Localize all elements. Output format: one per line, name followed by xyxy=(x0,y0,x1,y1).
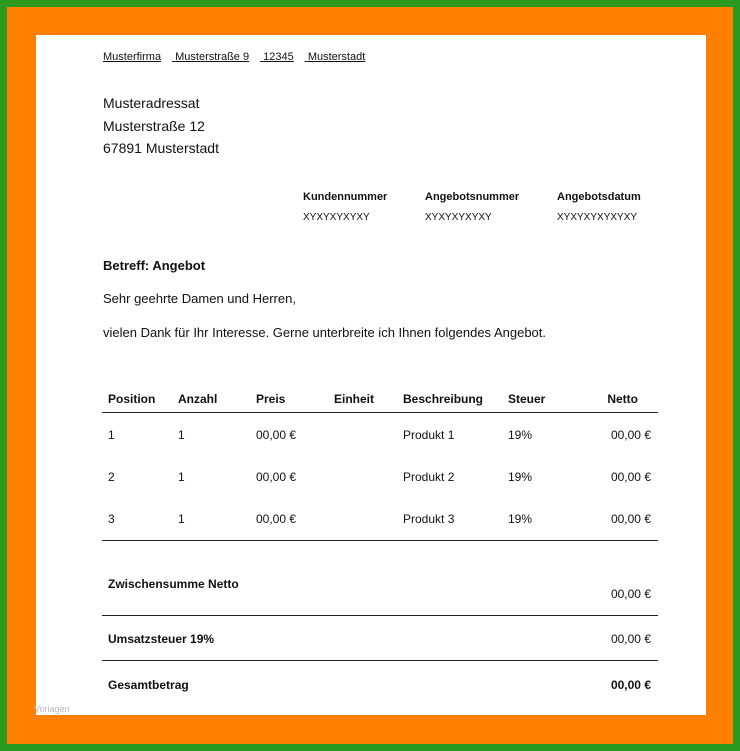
column-header-unit: Einheit xyxy=(334,392,375,406)
cell-description: Produkt 1 xyxy=(403,428,455,442)
recipient-city: 67891 Musterstadt xyxy=(103,140,219,156)
salutation: Sehr geehrte Damen und Herren, xyxy=(103,291,296,306)
cell-net: 00,00 € xyxy=(610,470,651,484)
table-header-rule xyxy=(102,412,658,413)
cell-net: 00,00 € xyxy=(610,512,651,526)
column-header-position: Position xyxy=(108,392,156,406)
cell-quantity: 1 xyxy=(178,512,185,526)
cell-net: 00,00 € xyxy=(610,428,651,442)
offer-number-label: Angebotsnummer xyxy=(425,191,520,203)
table-bottom-rule xyxy=(102,540,658,541)
column-header-tax: Steuer xyxy=(508,392,546,406)
customer-number-label: Kundennummer xyxy=(303,191,388,203)
watermark-text: Vorlagen xyxy=(34,704,70,714)
subtotal-label: Zwischensumme Netto xyxy=(108,577,239,591)
total-label: Gesamtbetrag xyxy=(108,678,189,692)
recipient-name: Musteradressat xyxy=(103,95,200,111)
sender-company: Musterfirma xyxy=(103,51,162,63)
sender-zip: 12345 xyxy=(263,51,294,63)
customer-number-value: XYXYXYXYXY xyxy=(303,212,370,223)
cell-position: 2 xyxy=(108,470,115,484)
tax-label: Umsatzsteuer 19% xyxy=(108,632,215,646)
recipient-street: Musterstraße 12 xyxy=(103,118,205,134)
cell-price: 00,00 € xyxy=(256,470,297,484)
cell-quantity: 1 xyxy=(178,428,185,442)
cell-description: Produkt 2 xyxy=(403,470,455,484)
cell-price: 00,00 € xyxy=(256,428,297,442)
column-header-quantity: Anzahl xyxy=(178,392,218,406)
sender-city: Musterstadt xyxy=(307,51,366,63)
cell-position: 3 xyxy=(108,512,115,526)
sender-line xyxy=(103,51,365,63)
offer-date-value: XYXYXYXYXYXY xyxy=(557,212,638,223)
column-header-net: Netto xyxy=(607,392,638,406)
cell-tax: 19% xyxy=(508,512,533,526)
sender-street: Musterstraße 9 xyxy=(175,51,250,63)
cell-tax: 19% xyxy=(508,470,533,484)
cell-position: 1 xyxy=(108,428,115,442)
offer-number-value: XYXYXYXYXY xyxy=(425,212,492,223)
intro-text: vielen Dank für Ihr Interesse. Gerne unterbreite ich Ihnen folgendes Angebot. xyxy=(103,325,546,340)
subtotal-value: 00,00 € xyxy=(610,587,651,601)
tax-value: 00,00 € xyxy=(610,632,651,646)
tax-rule xyxy=(102,660,658,661)
subject-line: Betreff: Angebot xyxy=(103,258,206,273)
column-header-price: Preis xyxy=(256,392,286,406)
cell-price: 00,00 € xyxy=(256,512,297,526)
cell-description: Produkt 3 xyxy=(403,512,455,526)
column-header-description: Beschreibung xyxy=(403,392,484,406)
cell-tax: 19% xyxy=(508,428,533,442)
offer-date-label: Angebotsdatum xyxy=(557,191,641,203)
total-value: 00,00 € xyxy=(610,678,651,692)
cell-quantity: 1 xyxy=(178,470,185,484)
subtotal-rule xyxy=(102,615,658,616)
document-page xyxy=(36,35,706,715)
